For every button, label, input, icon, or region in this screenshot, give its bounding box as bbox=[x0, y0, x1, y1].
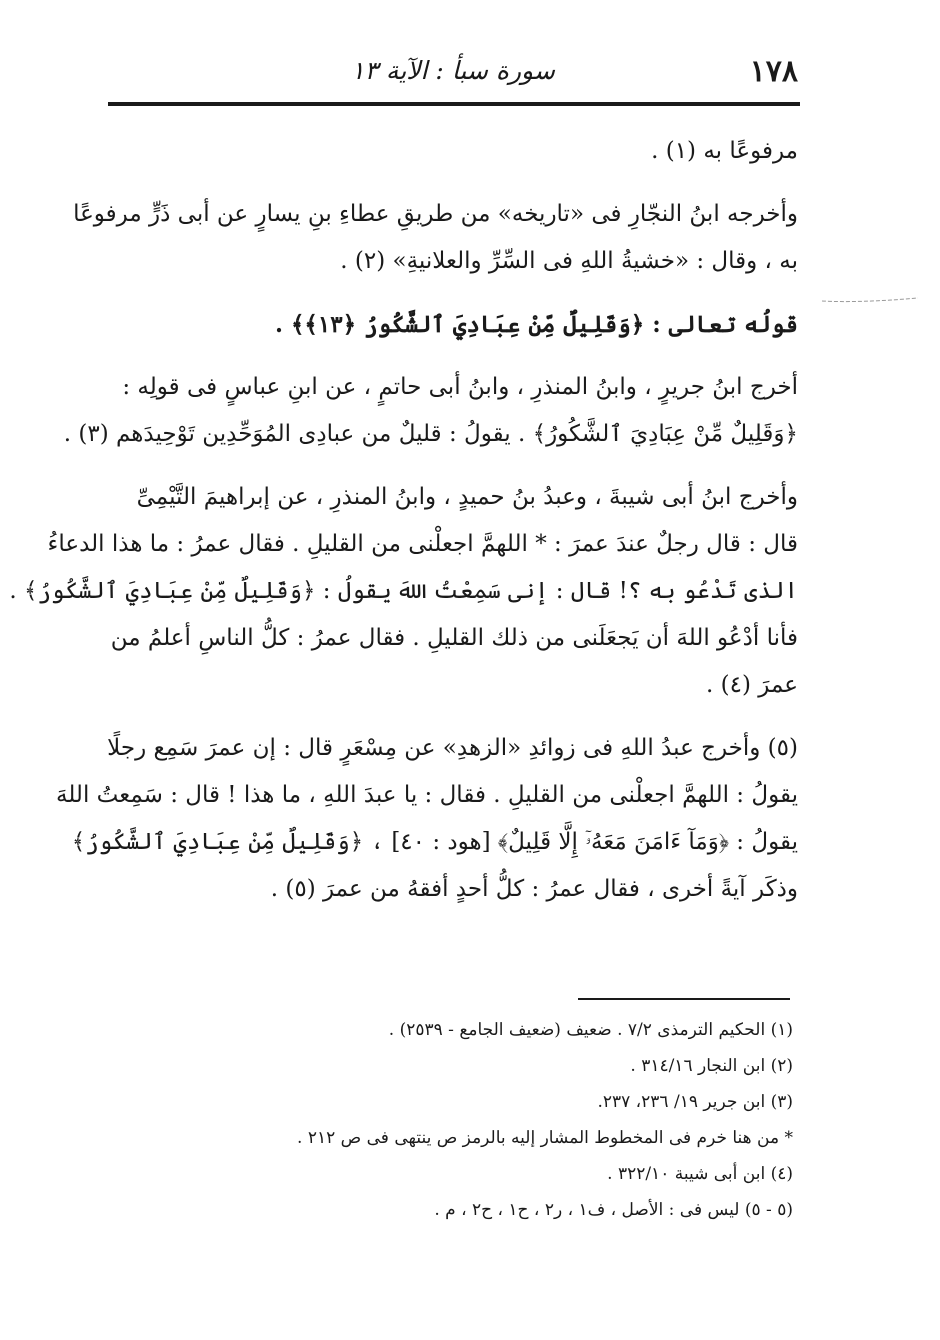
footnote: (٣) ابن جرير ١٩/ ٢٣٦، ٢٣٧. bbox=[597, 1092, 793, 1112]
text-line: ﴿وَقَلِيلٌ مِّنْ عِبَادِيَ ٱلشَّكُورُ﴾ . يقولُ : قليلٌ من عبادِى المُوَحِّدِين تَوْحِيدَهم (٣) . bbox=[63, 421, 798, 447]
footnote: * من هنا خرم فى المخطوط المشار إليه بالرمز ص ينتهى فى ص ٢١٢ . bbox=[297, 1128, 793, 1148]
text-line: عمرَ (٤) . bbox=[706, 672, 798, 698]
text-line: أخرج ابنُ جريرٍ ، وابنُ المنذرِ ، وابنُ أبى حاتمٍ ، عن ابنِ عباسٍ فى قولِه : bbox=[122, 374, 798, 400]
text-line: وذكَر آيةً أخرى ، فقال عمرُ : كلُّ أحدٍ أفقهُ من عمرَ (٥) . bbox=[270, 876, 798, 902]
footnote: (٢) ابن النجار ٣١٤/١٦ . bbox=[630, 1056, 793, 1076]
text-line: وأخرج ابنُ أبى شيبةَ ، وعبدُ بنُ حميدٍ ، وابنُ المنذرِ ، عن إبراهيمَ التَّيْمِىِّ bbox=[136, 484, 798, 510]
page-header bbox=[108, 52, 798, 96]
footnote: (٥ - ٥) ليس فى : الأصل ، ف١ ، ر٢ ، ح١ ، ح٢ ، م . bbox=[434, 1200, 793, 1220]
margin-pencil-mark bbox=[820, 296, 920, 304]
text-line: به ، وقال : «خشيةُ اللهِ فى السِّرِّ والعلانيةِ» (٢) . bbox=[340, 248, 798, 274]
footnote: (٤) ابن أبى شيبة ٣٢٢/١٠ . bbox=[607, 1164, 793, 1184]
text-line: فأنا أدْعُو اللهَ أن يَجعَلَنى من ذلك القليلِ . فقال عمرُ : كلُّ الناسِ أعلمُ من bbox=[110, 625, 798, 651]
text-line: مرفوعًا به (١) . bbox=[651, 138, 798, 164]
paragraph-continuation bbox=[108, 128, 798, 175]
footnote: (١) الحكيم الترمذى ٧/٢ . ضعيف (ضعيف الجامع - ٢٥٣٩) . bbox=[388, 1020, 793, 1040]
text-line: قال : قال رجلٌ عندَ عمرَ : * اللهمَّ اجعلْنى من القليلِ . فقال عمرُ : ما هذا الدعاءُ bbox=[47, 531, 798, 557]
text-line: الذى تَدْعُو به ؟! قال : إنى سَمِعْتُ اللهَ يقولُ : ﴿وَقَلِيلٌ مِّنْ عِبَادِيَ ٱلشَّكُورُ﴾ . bbox=[9, 578, 798, 604]
text-line: يقولُ : اللهمَّ اجعلْنى من القليلِ . فقال : يا عبدَ اللهِ ، ما هذا ! قال : سَمِعتُ اللهَ bbox=[55, 782, 798, 808]
text-line: (٥) وأخرج عبدُ اللهِ فى زوائدِ «الزهدِ» عن مِسْعَرٍ قال : إن عمرَ سَمِع رجلًا bbox=[107, 735, 798, 761]
text-line: يقولُ : ﴿وَمَآ ءَامَنَ مَعَهُۥٓ إِلَّا قَلِيلٌ﴾ [هود : ٤٠] ، ﴿وَقَلِيلٌ مِّنْ عِبَادِيَ ٱلشَّكُورُ﴾ bbox=[71, 829, 798, 855]
main-text bbox=[9, 128, 798, 913]
paragraph-ibn-abi-shayba bbox=[9, 474, 798, 709]
paragraph-ibn-jarir bbox=[63, 364, 798, 458]
page-number: ١٧٨ bbox=[749, 54, 798, 89]
header-rule bbox=[108, 102, 800, 106]
verse-heading-line: قولُه تعالى : ﴿وَقَلِيلٌ مِّنْ عِبَادِيَ ٱلشَّكُورُ ﴿١٣﴾﴾ . bbox=[274, 311, 798, 338]
verse-heading bbox=[108, 301, 798, 348]
text-line: وأخرجه ابنُ النجّارِ فى «تاريخه» من طريقِ عطاءِ بنِ يسارٍ عن أبى ذَرٍّ مرفوعًا bbox=[73, 201, 798, 227]
footnotes bbox=[108, 1012, 793, 1228]
paragraph-zuhd bbox=[55, 725, 798, 913]
footnote-rule bbox=[578, 998, 790, 1000]
paragraph-ibn-najjar bbox=[73, 191, 798, 285]
running-title: سورة سبأ : الآية ١٣ bbox=[351, 56, 555, 85]
